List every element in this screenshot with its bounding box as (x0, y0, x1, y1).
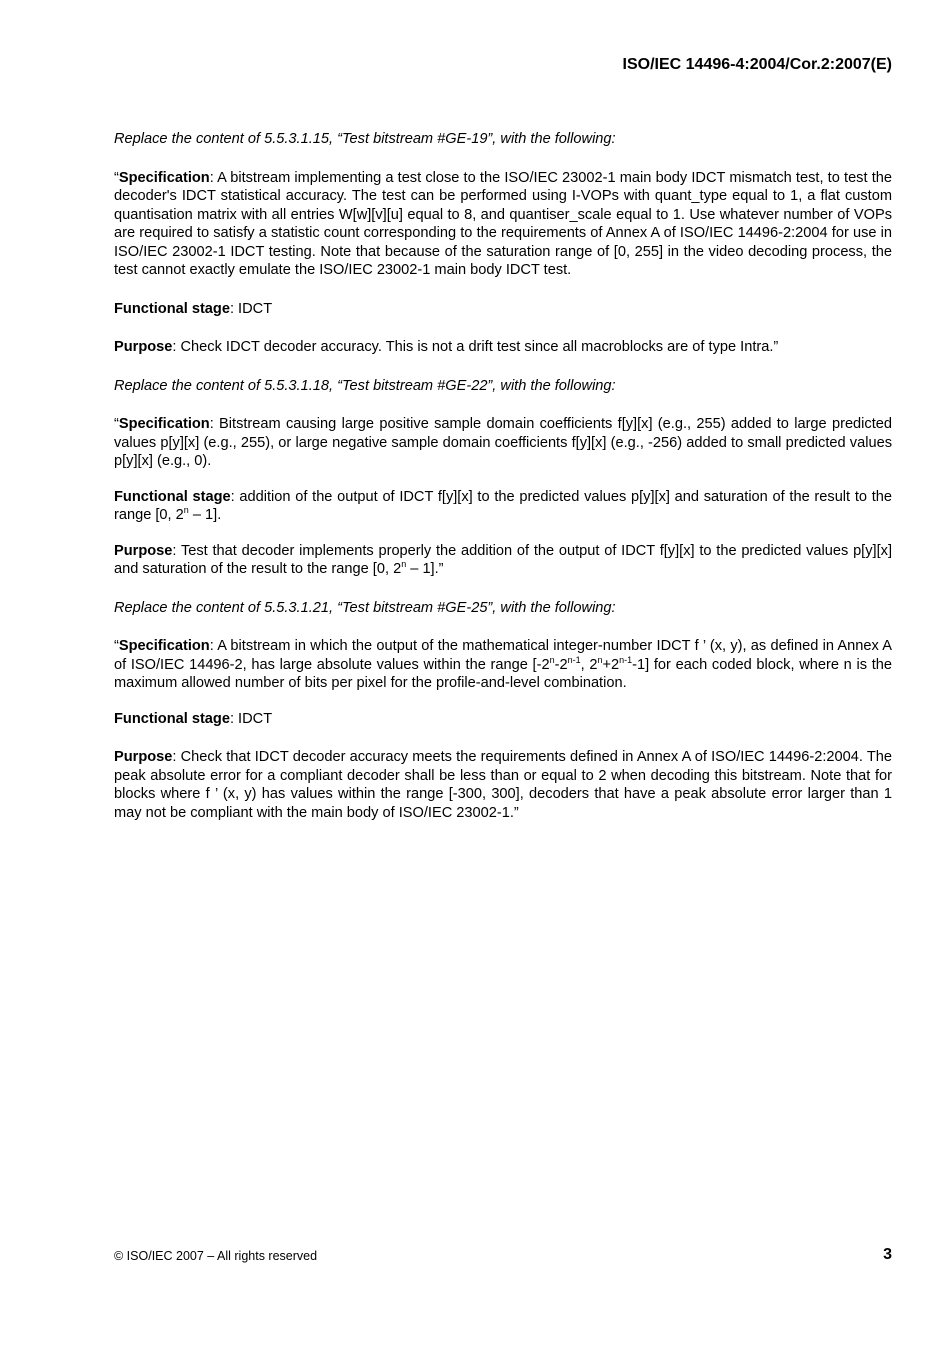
specification-label: Specification (118, 638, 210, 654)
specification-paragraph: “Specification: Bitstream causing large positive sample domain coefficients f[y][x] (e.g., 255) added to large predicted values p[y][x] (e.g., 255), or large negative sample domain coefficients f[y][x] (e.g., -256) added to small predicted values p[y][x] (e.g., 0). (114, 416, 892, 469)
purpose-paragraph: Purpose: Test that decoder implements properly the addition of the output of IDCT f[y][x] to the predicted values p[y][x] and saturation of the result to the range [0, 2$^n$ – 1].” (114, 542, 892, 577)
functional-stage-paragraph: Functional stage: IDCT (114, 300, 273, 317)
functional-stage-label: Functional stage (114, 710, 230, 727)
amendment-instruction: Replace the content of 5.5.3.1.15, “Test bitstream #GE-19”, with the following: (114, 131, 616, 147)
purpose-label: Purpose (114, 749, 173, 765)
purpose-paragraph: Purpose: Check that IDCT decoder accuracy meets the requirements defined in Annex A of ISO/IEC 14496-2:2004. The peak absolute error for a compliant decoder shall be less than or equal to 2 when decoding this bitstream. Note that for blocks where f ’ (x, y) has values within the range [-300, 300], decoders that have a peak absolute error larger than 1 may not be compliant with the main body of ISO/IEC 23002-1.” (114, 749, 892, 821)
copyright-notice: © ISO/IEC 2007 – All rights reserved (114, 1249, 318, 1263)
amendment-instruction: Replace the content of 5.5.3.1.21, “Test bitstream #GE-25”, with the following: (114, 599, 616, 616)
purpose-paragraph: Purpose: Check IDCT decoder accuracy. This is not a drift test since all macroblocks are of type Intra.” (114, 339, 779, 355)
specification-label: Specification (118, 416, 210, 432)
specification-paragraph: “Specification: A bitstream implementing a test close to the ISO/IEC 23002-1 main body IDCT mismatch test, to test the decoder's IDCT statistical accuracy. The test can be performed using I-VOPs with quant_type equal to 1, a flat custom quantisation matrix with all entries W[w][v][u] equal to 8, and quantiser_scale equal to 1. Use whatever number of VOPs are required to satisfy a statistic count corresponding to the requirements of Annex A of ISO/IEC 14496-2:2004 for use in ISO/IEC 23002-1 IDCT testing. Note that because of the saturation range of [0, 255] in the video decoding process, the test cannot exactly emulate the ISO/IEC 23002-1 main body IDCT test. (114, 169, 892, 278)
amendment-instruction: Replace the content of 5.5.3.1.18, “Test bitstream #GE-22”, with the following: (114, 377, 616, 394)
specification-label: Specification (118, 169, 210, 186)
document-body (114, 130, 892, 842)
functional-stage-paragraph: Functional stage: IDCT (114, 710, 273, 727)
functional-stage-label: Functional stage (114, 488, 231, 505)
page-number: 3 (883, 1246, 892, 1263)
functional-stage-paragraph: Functional stage: addition of the output of IDCT f[y][x] to the predicted values p[y][x] and saturation of the result to the range [0, 2$^n$ – 1]. (114, 488, 893, 523)
purpose-label: Purpose (114, 339, 173, 355)
functional-stage-label: Functional stage (114, 300, 230, 317)
document-identifier: ISO/IEC 14496-4:2004/Cor.2:2007(E) (622, 56, 892, 73)
specification-paragraph: “Specification: A bitstream in which the output of the mathematical integer-number IDCT f ’ (x, y), as defined in Annex A of ISO/IEC 14496-2, has large absolute values within the range [-2$^n$-2$^{n-1}$, $2^n+2^{n-1}-1$] for each coded block, where n is the maximum allowed number of bits per pixel for the profile-and-level combination. (114, 638, 892, 691)
purpose-label: Purpose (114, 542, 173, 559)
